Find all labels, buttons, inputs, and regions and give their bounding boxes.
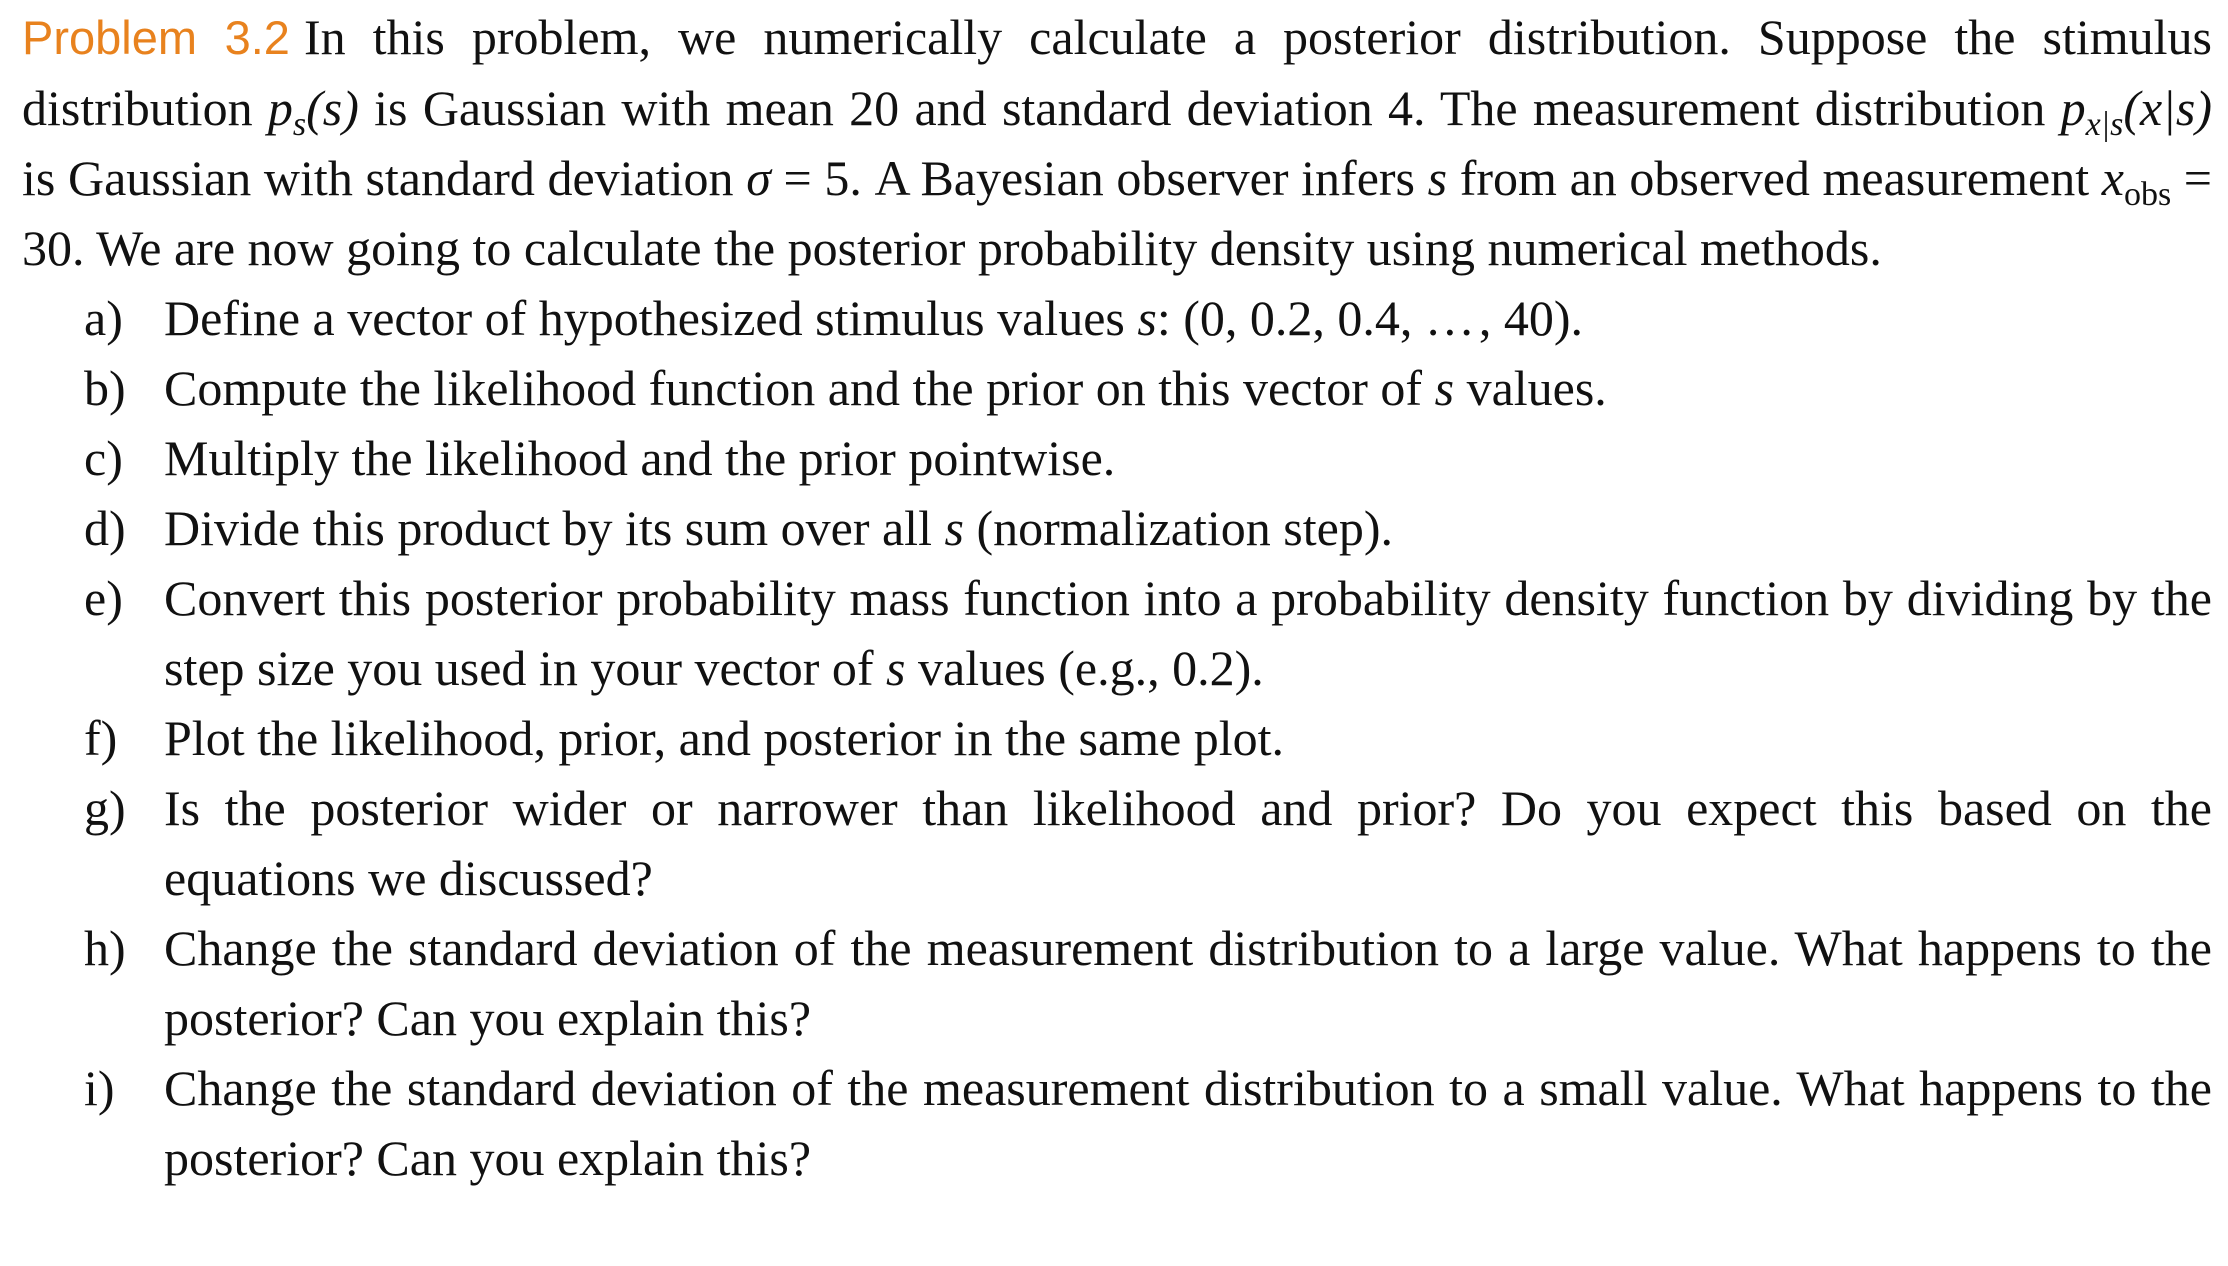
part-d-text-1: Divide this product by its sum over all xyxy=(164,500,945,556)
part-f-text: Plot the likelihood, prior, and posterior in the same plot. xyxy=(164,710,1285,766)
part-b xyxy=(22,353,2212,423)
measurement-density-symbol: p xyxy=(2060,80,2086,136)
part-a-ellipsis: … xyxy=(1424,290,1479,346)
part-e xyxy=(22,563,2212,703)
part-a-variable: s xyxy=(1137,290,1157,346)
part-a-label: a) xyxy=(84,290,123,346)
part-g-text: Is the posterior wider or narrower than likelihood and prior? Do you expect this based on the equations we discussed? xyxy=(164,780,2212,906)
stimulus-density-argument: (s) xyxy=(306,80,359,136)
part-e-variable: s xyxy=(886,640,906,696)
part-c-label: c) xyxy=(84,430,123,486)
part-e-text-1: Convert this posterior probability mass function into a probability density function by dividing by the step size you used in your vector of xyxy=(164,570,2212,696)
part-h-text: Change the standard deviation of the measurement distribution to a large value. What happens to the posterior? Can you explain this? xyxy=(164,920,2212,1046)
part-e-label: e) xyxy=(84,570,123,626)
part-b-variable: s xyxy=(1434,360,1455,416)
part-g-label: g) xyxy=(84,780,126,836)
part-a-text-3: , 40). xyxy=(1478,290,1584,346)
observed-measurement-subscript: obs xyxy=(2123,176,2172,213)
part-f xyxy=(22,703,2212,773)
stimulus-variable: s xyxy=(1427,150,1448,206)
intro-text-1: In this problem, we numerically calculate a posterior distribution. Suppose the stimulus distribution xyxy=(22,9,2212,136)
sigma-symbol: σ xyxy=(746,150,771,206)
intro-text-3: is Gaussian with standard deviation xyxy=(22,150,747,206)
part-c-text: Multiply the likelihood and the prior pointwise. xyxy=(164,430,1116,486)
intro-text-2: is Gaussian with mean 20 and standard deviation 4. The measurement distribution xyxy=(358,80,2061,136)
part-d-label: d) xyxy=(84,500,126,556)
intro-text-6: = 30. We are now going to calculate the posterior probability density using numerical methods. xyxy=(22,150,2213,276)
part-a xyxy=(22,283,2212,353)
stimulus-density-subscript: s xyxy=(292,106,307,143)
part-b-label: b) xyxy=(84,360,126,416)
part-g xyxy=(22,773,2212,913)
problem-parts-list xyxy=(22,283,2212,1193)
part-b-text-1: Compute the likelihood function and the prior on this vector of xyxy=(164,360,1435,416)
stimulus-density-symbol: p xyxy=(267,80,293,136)
part-d xyxy=(22,493,2212,563)
part-a-text-2: : (0, 0.2, 0.4, xyxy=(1156,290,1425,346)
intro-text-5: from an observed measurement xyxy=(1447,150,2102,206)
part-d-variable: s xyxy=(944,500,964,556)
part-i-text: Change the standard deviation of the measurement distribution to a small value. What happens to the posterior? Can you explain this? xyxy=(164,1060,2212,1186)
part-e-text-2: values (e.g., 0.2). xyxy=(905,640,1264,696)
problem-block xyxy=(22,2,2212,1193)
part-h xyxy=(22,913,2212,1053)
part-a-text-1: Define a vector of hypothesized stimulus values xyxy=(164,290,1138,346)
part-c xyxy=(22,423,2212,493)
part-i-label: i) xyxy=(84,1060,115,1116)
intro-text-4: = 5. A Bayesian observer infers xyxy=(770,150,1428,206)
part-i xyxy=(22,1053,2212,1193)
part-f-label: f) xyxy=(84,710,118,766)
part-h-label: h) xyxy=(84,920,126,976)
part-b-text-2: values. xyxy=(1454,360,1607,416)
part-d-text-2: (normalization step). xyxy=(963,500,1393,556)
measurement-density-argument: (x|s) xyxy=(2123,80,2213,136)
measurement-density-subscript: x|s xyxy=(2085,106,2124,143)
problem-intro xyxy=(22,2,2212,283)
observed-measurement-symbol: x xyxy=(2101,150,2124,206)
problem-label: Problem 3.2 xyxy=(22,11,290,64)
